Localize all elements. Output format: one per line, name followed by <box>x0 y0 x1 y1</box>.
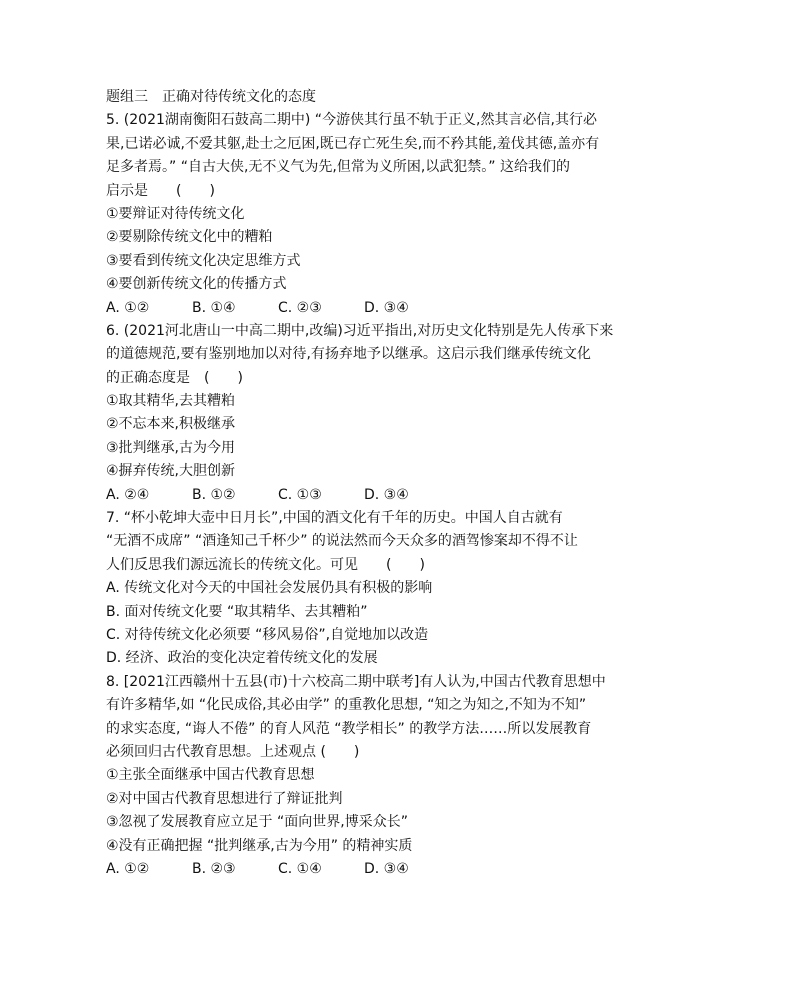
statement: ①取其精华,去其糟粕 <box>106 393 236 410</box>
statement: ④没有正确把握 “批判继承,古为今用” 的精神实质 <box>106 837 413 854</box>
option-a[interactable]: A. 传统文化对今天的中国社会发展仍具有积极的影响 <box>106 580 433 597</box>
answer-options <box>106 484 688 507</box>
statement: ③忽视了发展教育应立足于 “面向世界,博采众长” <box>106 814 408 831</box>
section-title: 题组三 正确对待传统文化的态度 <box>106 89 316 105</box>
option-b[interactable]: B. ①② <box>192 486 236 503</box>
statement: ④要创新传统文化的传播方式 <box>106 276 287 293</box>
option-a[interactable]: A. ②④ <box>106 486 150 503</box>
question-stem-line: 果,已诺必诚,不爱其躯,赴士之厄困,既已存亡死生矣,而不矜其能,羞伐其德,盖亦有 <box>106 135 600 152</box>
option-b[interactable]: B. ②③ <box>192 860 236 877</box>
question-stem-line: 有许多精华,如 “化民成俗,其必由学” 的重教化思想, “知之为知之,不知为不知” <box>106 697 587 714</box>
question-group <box>106 86 688 881</box>
option-b[interactable]: B. ①④ <box>192 299 236 316</box>
question-stem-line: 8. [2021江西赣州十五县(市)十六校高二期中联考]有人认为,中国古代教育思想中 <box>106 673 606 690</box>
option-c[interactable]: C. 对待传统文化必须要 “移风易俗”,自觉地加以改造 <box>106 626 429 643</box>
option-c[interactable]: C. ②③ <box>278 299 322 316</box>
question-7 <box>106 507 688 671</box>
option-d[interactable]: D. ③④ <box>364 299 409 316</box>
question-stem-line: 人们反思我们源远流长的传统文化。可见 ( ) <box>106 556 425 573</box>
option-d[interactable]: D. ③④ <box>364 486 409 503</box>
option-c[interactable]: C. ①③ <box>278 486 322 503</box>
option-d[interactable]: D. 经济、政治的变化决定着传统文化的发展 <box>106 650 378 667</box>
question-stem-line: 的道德规范,要有鉴别地加以对待,有扬弃地予以继承。这启示我们继承传统文化 <box>106 346 591 363</box>
question-stem-line: 足多者焉。” “自古大侠,无不义气为先,但常为义所困,以武犯禁。” 这给我们的 <box>106 159 571 176</box>
option-b[interactable]: B. 面对传统文化要 “取其精华、去其糟粕” <box>106 603 368 620</box>
statement: ②不忘本来,积极继承 <box>106 416 236 433</box>
statement: ③要看到传统文化决定思维方式 <box>106 252 301 269</box>
option-a[interactable]: A. ①② <box>106 860 150 877</box>
option-d[interactable]: D. ③④ <box>364 860 409 877</box>
statement: ①要辩证对待传统文化 <box>106 205 245 222</box>
question-stem-line: 必须回归古代教育思想。上述观点 ( ) <box>106 743 360 760</box>
answer-options <box>106 297 688 320</box>
statement: ①主张全面继承中国古代教育思想 <box>106 767 315 784</box>
question-stem-line: 的求实态度, “诲人不倦” 的育人风范 “教学相长” 的教学方法……所以发展教育 <box>106 720 592 737</box>
question-stem-line: 的正确态度是 ( ) <box>106 369 243 386</box>
question-stem-line: 6. (2021河北唐山一中高二期中,改编)习近平指出,对历史文化特别是先人传承下来 <box>106 322 614 339</box>
question-stem-line: “无酒不成席” “酒逢知己千杯少” 的说法然而今天众多的酒驾惨案却不得不让 <box>106 533 578 550</box>
question-6 <box>106 320 688 507</box>
statement: ③批判继承,古为今用 <box>106 439 236 456</box>
question-5 <box>106 109 688 320</box>
question-stem-line: 7. “杯小乾坤大壶中日月长”,中国的酒文化有千年的历史。中国人自古就有 <box>106 510 563 527</box>
statement: ②要剔除传统文化中的糟粕 <box>106 229 273 246</box>
question-stem-line: 5. (2021湖南衡阳石鼓高二期中) “今游侠其行虽不轨于正义,然其言必信,其行必 <box>106 112 597 129</box>
question-stem-line: 启示是 ( ) <box>106 182 215 199</box>
option-a[interactable]: A. ①② <box>106 299 150 316</box>
statement: ④摒弃传统,大胆创新 <box>106 463 236 480</box>
option-c[interactable]: C. ①④ <box>278 860 322 877</box>
question-8 <box>106 671 688 882</box>
answer-options <box>106 858 688 881</box>
statement: ②对中国古代教育思想进行了辩证批判 <box>106 790 343 807</box>
